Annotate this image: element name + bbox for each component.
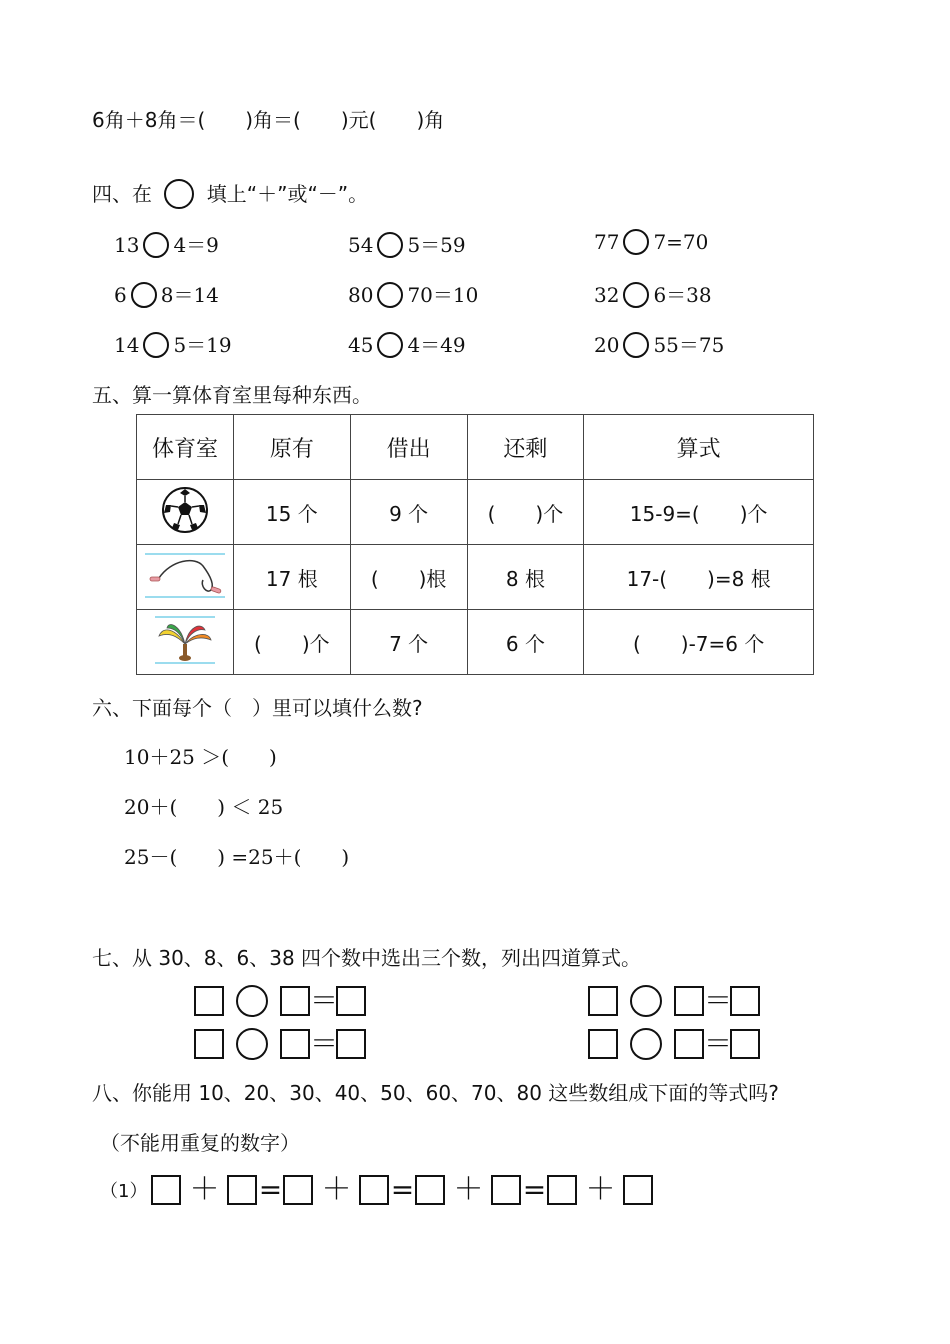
blank-box[interactable] xyxy=(283,1175,313,1205)
section4-title xyxy=(92,178,368,209)
blank-equation-chain: （1） ＋ = ＋ = ＋ = ＋ xyxy=(100,1175,653,1205)
section8-title: 八、你能用 10、20、30、40、50、60、70、80 这些数组成下面的等式吗? xyxy=(92,1081,779,1105)
orig-cell[interactable]: ( )个 xyxy=(233,610,350,675)
item-label: （1） xyxy=(100,1181,148,1202)
s4-item: 77 7=70 xyxy=(594,230,709,254)
section4-title-pre: 四、在 xyxy=(92,182,152,206)
blank-box[interactable] xyxy=(730,1029,760,1059)
lent-cell[interactable]: ( )根 xyxy=(350,545,467,610)
circle-blank-icon[interactable] xyxy=(131,282,157,308)
section5-title: 五、算一算体育室里每种东西。 xyxy=(92,383,372,407)
blank-box[interactable] xyxy=(491,1175,521,1205)
circle-blank-icon[interactable] xyxy=(236,1028,268,1060)
jump-rope-icon xyxy=(145,550,225,600)
circle-blank-icon[interactable] xyxy=(377,332,403,358)
formula-cell[interactable]: 15-9=( )个 xyxy=(584,480,814,545)
blank-box[interactable] xyxy=(588,986,618,1016)
formula-cell[interactable]: 17-( )=8 根 xyxy=(584,545,814,610)
soccer-ball-icon xyxy=(160,485,210,535)
gym-table xyxy=(136,414,814,675)
section7-title: 七、从 30、8、6、38 四个数中选出三个数，列出四道算式。 xyxy=(92,946,642,970)
s4-item: 45 4＝49 xyxy=(348,333,466,357)
left-cell[interactable]: ( )个 xyxy=(467,480,584,545)
blank-box[interactable] xyxy=(415,1175,445,1205)
item-image-cell xyxy=(137,545,234,610)
left-cell: 8 根 xyxy=(467,545,584,610)
blank-equation: ＝ xyxy=(588,1028,760,1060)
lent-cell: 7 个 xyxy=(350,610,467,675)
blank-box[interactable] xyxy=(336,986,366,1016)
formula-cell[interactable]: ( )-7=6 个 xyxy=(584,610,814,675)
s4-item: 6 8＝14 xyxy=(114,283,219,307)
lent-cell: 9 个 xyxy=(350,480,467,545)
blank-box[interactable] xyxy=(674,1029,704,1059)
circle-blank-icon[interactable] xyxy=(630,985,662,1017)
s4-item: 20 55＝75 xyxy=(594,333,725,357)
item-image-cell xyxy=(137,480,234,545)
circle-blank-icon[interactable] xyxy=(143,232,169,258)
col-header: 体育室 xyxy=(137,415,234,480)
blank-box[interactable] xyxy=(547,1175,577,1205)
circle-blank-icon[interactable] xyxy=(143,332,169,358)
shuttlecock-icon xyxy=(155,614,215,666)
circle-blank-icon[interactable] xyxy=(630,1028,662,1060)
blank-box[interactable] xyxy=(730,986,760,1016)
blank-equation: ＝ xyxy=(194,985,366,1017)
table-row xyxy=(137,480,814,545)
s4-item: 14 5＝19 xyxy=(114,333,232,357)
blank-box[interactable] xyxy=(151,1175,181,1205)
money-equation: 6角＋8角＝( )角＝( )元( )角 xyxy=(92,108,445,132)
section8-note: （不能用重复的数字） xyxy=(100,1131,300,1155)
circle-blank-icon[interactable] xyxy=(623,229,649,255)
left-cell: 6 个 xyxy=(467,610,584,675)
col-header: 借出 xyxy=(350,415,467,480)
col-header: 原有 xyxy=(233,415,350,480)
blank-box[interactable] xyxy=(359,1175,389,1205)
blank-equation: ＝ xyxy=(194,1028,366,1060)
blank-box[interactable] xyxy=(194,986,224,1016)
circle-blank-icon[interactable] xyxy=(377,232,403,258)
blank-box[interactable] xyxy=(280,1029,310,1059)
col-header: 还剩 xyxy=(467,415,584,480)
blank-box[interactable] xyxy=(674,986,704,1016)
section4-title-post: 填上“＋”或“－”。 xyxy=(206,182,369,206)
item-image-cell xyxy=(137,610,234,675)
blank-equation: ＝ xyxy=(588,985,760,1017)
blank-box[interactable] xyxy=(280,986,310,1016)
circle-blank-icon[interactable] xyxy=(623,282,649,308)
col-header: 算式 xyxy=(584,415,814,480)
orig-cell: 17 根 xyxy=(233,545,350,610)
blank-box[interactable] xyxy=(194,1029,224,1059)
circle-blank-icon[interactable] xyxy=(236,985,268,1017)
blank-box[interactable] xyxy=(623,1175,653,1205)
inequality-line[interactable]: 10＋25 ＞( ) xyxy=(124,745,277,769)
blank-box[interactable] xyxy=(588,1029,618,1059)
circle-blank-icon xyxy=(164,179,194,209)
circle-blank-icon[interactable] xyxy=(623,332,649,358)
s4-item: 32 6＝38 xyxy=(594,283,712,307)
blank-box[interactable] xyxy=(336,1029,366,1059)
circle-blank-icon[interactable] xyxy=(377,282,403,308)
blank-box[interactable] xyxy=(227,1175,257,1205)
table-row xyxy=(137,545,814,610)
table-row xyxy=(137,610,814,675)
equation-line[interactable]: 25－( ) =25＋( ) xyxy=(124,845,350,869)
table-header-row xyxy=(137,415,814,480)
inequality-line[interactable]: 20＋( ) ＜ 25 xyxy=(124,795,284,819)
section6-title: 六、下面每个（ ）里可以填什么数? xyxy=(92,696,423,720)
orig-cell: 15 个 xyxy=(233,480,350,545)
s4-item: 13 4＝9 xyxy=(114,233,219,257)
s4-item: 80 70＝10 xyxy=(348,283,479,307)
s4-item: 54 5＝59 xyxy=(348,233,466,257)
